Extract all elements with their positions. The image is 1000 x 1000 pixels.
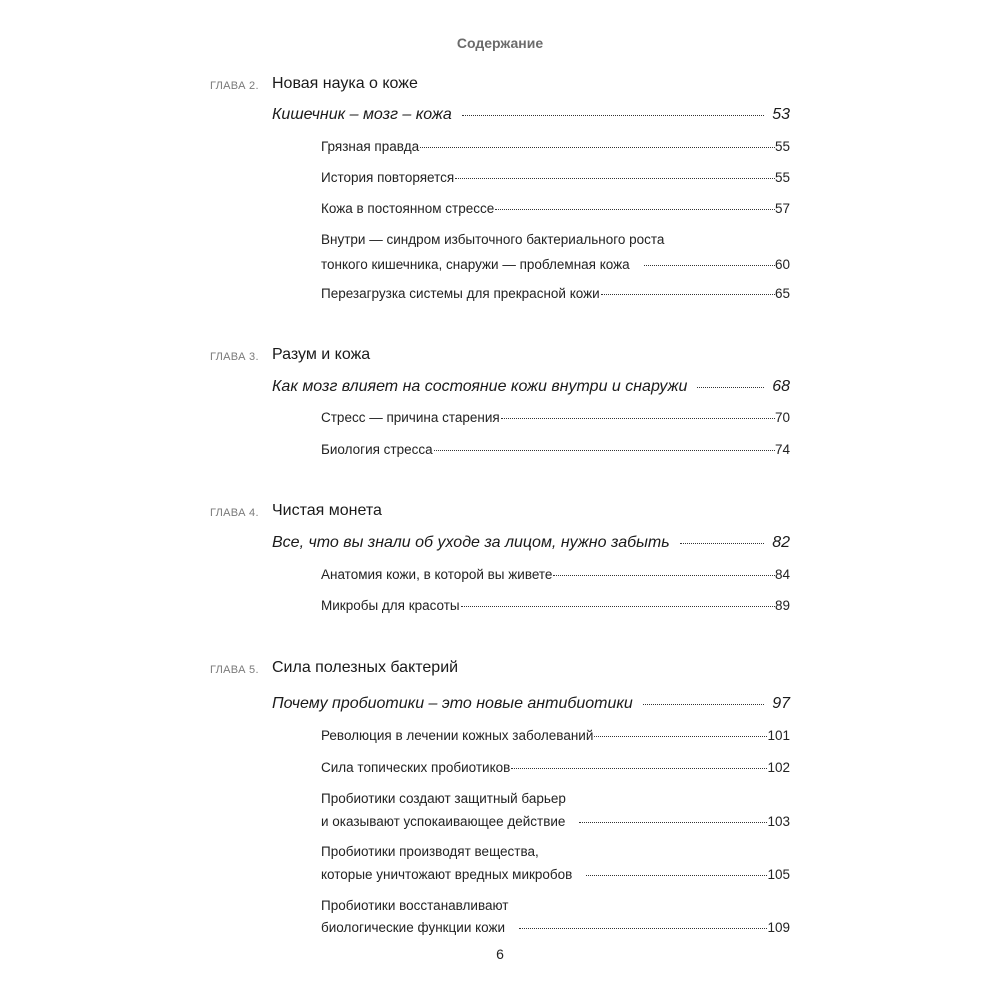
toc-item-page: 84	[774, 567, 790, 582]
chapter-title[interactable]: Новая наука о коже	[272, 75, 418, 92]
toc-item-title: История повторяется	[321, 170, 455, 185]
toc-item[interactable]	[321, 728, 790, 743]
toc-section-title: Почему пробиотики – это новые антибиотики	[272, 695, 633, 712]
toc-item-title-line: биологические функции кожи	[321, 920, 506, 935]
toc-item-title: Революция в лечении кожных заболеваний	[321, 728, 594, 743]
toc-item-page: 70	[774, 410, 790, 425]
toc-item-title: Стресс — причина старения	[321, 410, 500, 425]
dot-leader	[579, 822, 767, 823]
dot-leader	[501, 418, 775, 419]
toc-item[interactable]	[321, 286, 790, 301]
toc-section-entry[interactable]	[272, 106, 790, 124]
toc-item-title: Перезагрузка системы для прекрасной кожи	[321, 286, 600, 301]
toc-section-title: Как мозг влияет на состояние кожи внутри и снаружи	[272, 378, 688, 395]
toc-section-entry[interactable]	[272, 534, 790, 552]
chapter-label: ГЛАВА 4.	[210, 507, 259, 519]
dot-leader	[461, 606, 775, 607]
toc-item[interactable]	[321, 257, 790, 272]
chapter-label: ГЛАВА 2.	[210, 80, 259, 92]
dot-leader	[420, 147, 775, 148]
toc-section-page: 82	[772, 534, 790, 551]
toc-item-title: Кожа в постоянном стрессе	[321, 201, 495, 216]
chapter-title[interactable]: Сила полезных бактерий	[272, 659, 459, 676]
toc-item-page: 105	[767, 867, 790, 882]
toc-item-page: 55	[774, 139, 790, 154]
dot-leader	[434, 450, 775, 451]
toc-item-title: Биология стресса	[321, 442, 433, 457]
toc-item[interactable]	[321, 442, 790, 457]
dot-leader	[519, 928, 767, 929]
toc-item-page: 103	[767, 814, 790, 829]
toc-item[interactable]	[321, 920, 790, 935]
toc-item-page: 65	[774, 286, 790, 301]
toc-item-page: 55	[774, 170, 790, 185]
toc-item-page: 57	[774, 201, 790, 216]
toc-item-page: 101	[767, 728, 790, 743]
dot-leader	[462, 115, 764, 116]
toc-item[interactable]	[321, 567, 790, 582]
toc-item[interactable]	[321, 410, 790, 425]
toc-item-title-line[interactable]: Внутри — синдром избыточного бактериального роста	[321, 232, 665, 247]
dot-leader	[601, 294, 775, 295]
toc-item-page: 74	[774, 442, 790, 457]
dot-leader	[644, 265, 775, 266]
chapter-title[interactable]: Чистая монета	[272, 502, 382, 519]
page-number: 6	[496, 946, 504, 962]
dot-leader	[511, 768, 767, 769]
toc-item[interactable]	[321, 170, 790, 185]
toc-item[interactable]	[321, 139, 790, 154]
toc-item-title: Грязная правда	[321, 139, 420, 154]
toc-section-title: Все, что вы знали об уходе за лицом, нужно забыть	[272, 534, 670, 551]
dot-leader	[495, 209, 775, 210]
toc-item-title-line[interactable]: Пробиотики производят вещества,	[321, 844, 539, 859]
toc-item-title-line: и оказывают успокаивающее действие	[321, 814, 566, 829]
toc-item-title: Анатомия кожи, в которой вы живете	[321, 567, 553, 582]
chapter-label: ГЛАВА 3.	[210, 351, 259, 363]
toc-item[interactable]	[321, 201, 790, 216]
dot-leader	[643, 704, 764, 705]
toc-item-page: 60	[774, 257, 790, 272]
toc-item-title-line[interactable]: Пробиотики создают защитный барьер	[321, 791, 566, 806]
dot-leader	[697, 387, 764, 388]
chapter-title[interactable]: Разум и кожа	[272, 346, 371, 363]
toc-item[interactable]	[321, 867, 790, 882]
page-header: Содержание	[456, 35, 544, 51]
toc-section-page: 68	[772, 378, 790, 395]
toc-item-title-line: которые уничтожают вредных микробов	[321, 867, 573, 882]
toc-item-page: 102	[767, 760, 790, 775]
toc-item-title: Сила топических пробиотиков	[321, 760, 511, 775]
toc-item[interactable]	[321, 814, 790, 829]
dot-leader	[553, 575, 775, 576]
toc-item-title-line: тонкого кишечника, снаружи — проблемная кожа	[321, 257, 630, 272]
toc-item[interactable]	[321, 760, 790, 775]
toc-item[interactable]	[321, 598, 790, 613]
dot-leader	[680, 543, 765, 544]
toc-section-title: Кишечник – мозг – кожа	[272, 106, 452, 123]
toc-section-entry[interactable]	[272, 695, 790, 713]
dot-leader	[586, 875, 767, 876]
toc-item-page: 89	[774, 598, 790, 613]
chapter-label: ГЛАВА 5.	[210, 664, 259, 676]
toc-section-entry[interactable]	[272, 378, 790, 396]
toc-section-page: 97	[772, 695, 790, 712]
toc-item-page: 109	[767, 920, 790, 935]
toc-item-title: Микробы для красоты	[321, 598, 460, 613]
toc-section-page: 53	[772, 106, 790, 123]
toc-item-title-line[interactable]: Пробиотики восстанавливают	[321, 898, 509, 913]
dot-leader	[594, 736, 767, 737]
dot-leader	[455, 178, 775, 179]
